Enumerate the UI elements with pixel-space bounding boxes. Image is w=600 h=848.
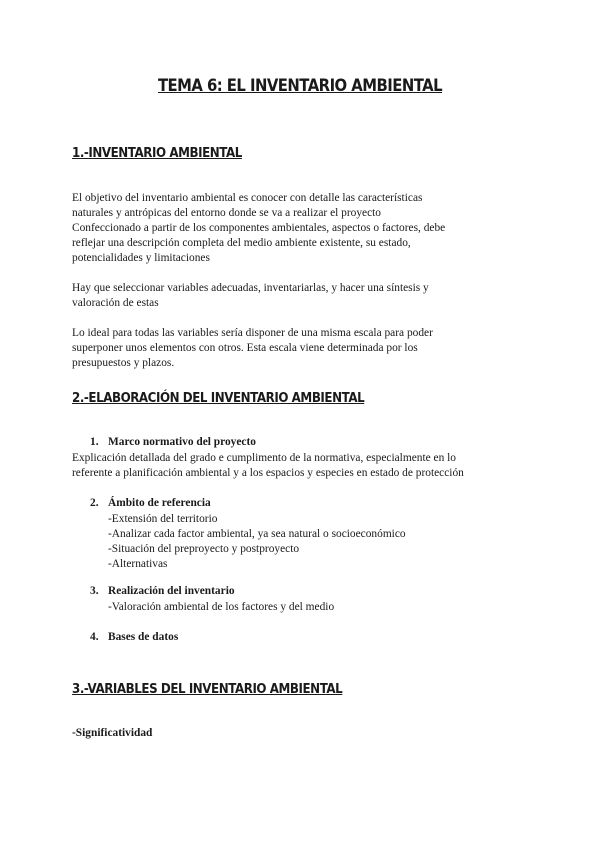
- list-number: 4.: [90, 631, 99, 643]
- list-item-heading: [90, 631, 178, 643]
- section-3-heading: 3.-VARIABLES DEL INVENTARIO AMBIENTAL: [72, 681, 343, 697]
- list-number: 1.: [90, 436, 99, 448]
- text-line: Confeccionado a partir de los componentes ambientales, aspectos o factores, debe: [72, 222, 446, 234]
- list-item-body: [108, 512, 406, 572]
- text-line: Hay que seleccionar variables adecuadas, inventariarlas, y hacer una síntesis y: [72, 282, 429, 294]
- text-line: superponer unos elementos con otros. Esta escala viene determinada por los: [72, 342, 418, 354]
- section-1-paragraph-3: [72, 326, 532, 371]
- section-2-heading: 2.-ELABORACIÓN DEL INVENTARIO AMBIENTAL: [72, 390, 365, 406]
- variable-item: -Significatividad: [72, 727, 153, 739]
- text-line: -Analizar cada factor ambiental, ya sea natural o socioeconómico: [108, 528, 406, 540]
- list-item-title: Bases de datos: [108, 631, 179, 643]
- list-item-body: [108, 600, 334, 615]
- section-1-paragraph-1: [72, 191, 532, 266]
- text-line: El objetivo del inventario ambiental es conocer con detalle las características: [72, 192, 423, 204]
- document-title: TEMA 6: EL INVENTARIO AMBIENTAL: [157, 76, 443, 95]
- text-line: presupuestos y plazos.: [72, 357, 175, 369]
- section-1-heading: 1.-INVENTARIO AMBIENTAL: [72, 145, 242, 161]
- list-item-title: Ámbito de referencia: [108, 497, 211, 509]
- text-line: valoración de estas: [72, 297, 159, 309]
- text-line: -Situación del preproyecto y postproyecto: [108, 543, 300, 555]
- text-line: naturales y antrópicas del entorno donde se va a realizar el proyecto: [72, 207, 381, 219]
- text-line: Lo ideal para todas las variables sería disponer de una misma escala para poder: [72, 327, 433, 339]
- list-item-heading: [90, 585, 235, 597]
- text-line: -Valoración ambiental de los factores y del medio: [108, 601, 335, 613]
- list-item-heading: [90, 436, 256, 448]
- list-item-heading: [90, 497, 211, 509]
- list-number: 3.: [90, 585, 99, 597]
- text-line: -Extensión del territorio: [108, 513, 218, 525]
- list-item-title: Marco normativo del proyecto: [108, 436, 256, 448]
- text-line: potencialidades y limitaciones: [72, 252, 210, 264]
- text-line: referente a planificación ambiental y a los espacios y especies en estado de protección: [72, 467, 464, 479]
- list-item-body: [72, 451, 542, 481]
- text-line: reflejar una descripción completa del medio ambiente existente, su estado,: [72, 237, 411, 249]
- text-line: Explicación detallada del grado e cumplimento de la normativa, especialmente en lo: [72, 452, 456, 464]
- list-item-title: Realización del inventario: [108, 585, 235, 597]
- section-1-paragraph-2: [72, 281, 532, 311]
- text-line: -Alternativas: [108, 558, 168, 570]
- list-number: 2.: [90, 497, 99, 509]
